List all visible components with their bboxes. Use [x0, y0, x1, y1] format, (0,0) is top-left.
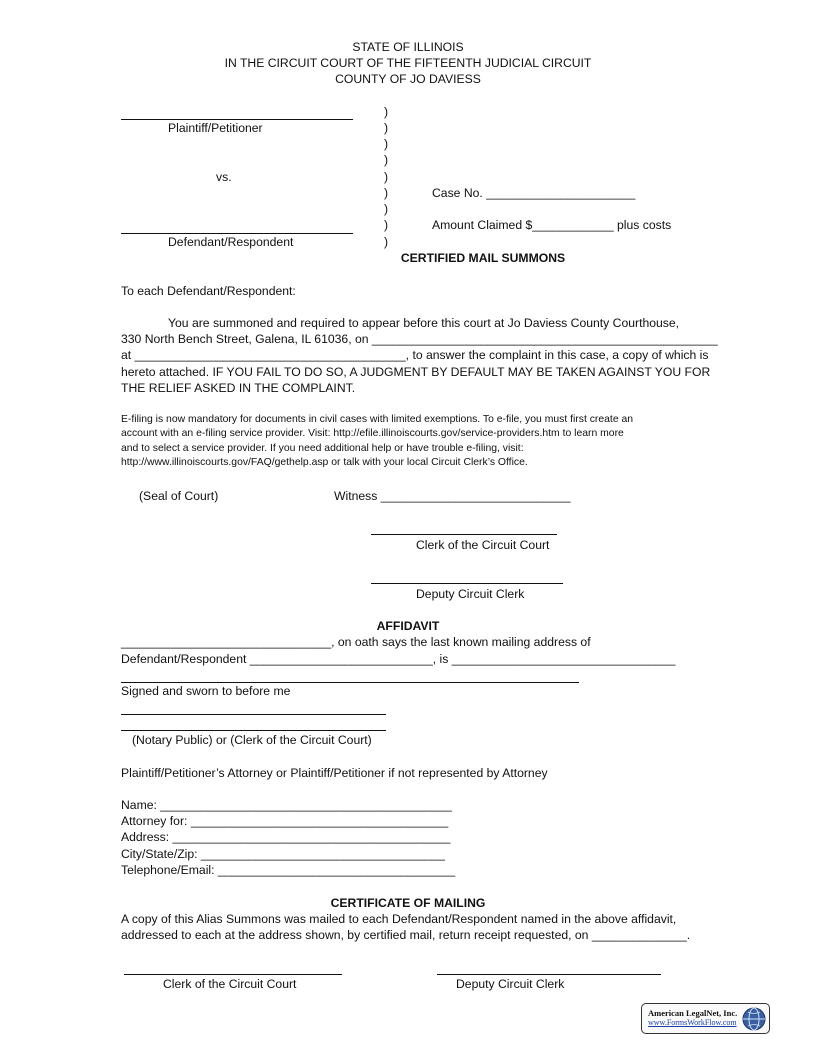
certificate-clerk-signature-line[interactable] [124, 974, 342, 975]
efile-notice-line: account with an e-filing service provider. Visit: http://efile.illinoiscourts.gov/service-providers.htm to learn more [121, 428, 624, 439]
case-number-field[interactable]: Case No. ______________________ [432, 186, 636, 200]
defendant-label: Defendant/Respondent [168, 235, 294, 249]
header-state: STATE OF ILLINOIS [352, 40, 464, 54]
summons-body-line: THE RELIEF ASKED IN THE COMPLAINT. [121, 381, 356, 395]
certificate-deputy-label: Deputy Circuit Clerk [456, 977, 565, 991]
clerk-signature-line[interactable] [371, 534, 557, 535]
affidavit-title: AFFIDAVIT [376, 619, 440, 633]
amount-claimed-field[interactable]: Amount Claimed $____________ plus costs [432, 218, 672, 232]
attorney-phone-field[interactable]: Telephone/Email: ___________________________________ [121, 863, 456, 877]
attorney-heading: Plaintiff/Petitioner’s Attorney or Plaintiff/Petitioner if not represented by Attorney [121, 766, 548, 780]
summons-body-line[interactable]: at ________________________________________, to answer the complaint in this case, a copy of which is [121, 348, 709, 362]
logo-url[interactable]: www.FormsWorkFlow.com [648, 1018, 737, 1027]
certificate-line[interactable]: addressed to each at the address shown, by certified mail, return receipt requested, on ______________. [121, 928, 691, 942]
notary-signature-line[interactable] [121, 714, 386, 715]
vs-label: vs. [216, 170, 232, 184]
clerk-label: Clerk of the Circuit Court [416, 538, 550, 552]
efile-notice-line: and to select a service provider. If you need additional help or have trouble e-filing, visit: [121, 443, 524, 454]
summons-body-line[interactable]: 330 North Bench Street, Galena, IL 61036, on ___________________________________________________ [121, 332, 718, 346]
logo-company: American LegalNet, Inc. [648, 1008, 738, 1018]
caption-paren: ) [384, 153, 389, 167]
attorney-city-field[interactable]: City/State/Zip: ____________________________________ [121, 847, 445, 861]
affidavit-line[interactable]: _______________________________, on oath says the last known mailing address of [121, 635, 591, 649]
notary-label: (Notary Public) or (Clerk of the Circuit Court) [132, 733, 372, 747]
certificate-deputy-signature-line[interactable] [437, 974, 661, 975]
globe-icon [741, 1006, 767, 1032]
summons-body-line: hereto attached. IF YOU FAIL TO DO SO, A JUDGMENT BY DEFAULT MAY BE TAKEN AGAINST YOU FOR [121, 365, 711, 379]
american-legalnet-logo[interactable] [641, 1003, 770, 1034]
to-each-defendant: To each Defendant/Respondent: [121, 284, 296, 298]
efile-notice-line: E-filing is now mandatory for documents in civil cases with limited exemptions. To e-file, you must first create an [121, 414, 634, 425]
header-county: COUNTY OF JO DAVIESS [335, 72, 481, 86]
caption-paren: ) [384, 105, 389, 119]
caption-paren: ) [384, 137, 389, 151]
summons-body-line: You are summoned and required to appear before this court at Jo Daviess County Courthouse, [168, 316, 680, 330]
certificate-clerk-label: Clerk of the Circuit Court [163, 977, 297, 991]
witness-field[interactable]: Witness ____________________________ [334, 489, 571, 503]
plaintiff-label: Plaintiff/Petitioner [168, 121, 263, 135]
seal-of-court: (Seal of Court) [139, 489, 219, 503]
deputy-label: Deputy Circuit Clerk [416, 587, 525, 601]
affidavit-line[interactable]: Defendant/Respondent ___________________________, is _________________________________ [121, 652, 676, 666]
attorney-for-field[interactable]: Attorney for: ______________________________________ [121, 814, 449, 828]
attorney-name-field[interactable]: Name: ___________________________________________ [121, 798, 452, 812]
header-court: IN THE CIRCUIT COURT OF THE FIFTEENTH JUDICIAL CIRCUIT [224, 56, 592, 70]
caption-paren: ) [384, 218, 389, 232]
caption-paren: ) [384, 235, 389, 249]
caption-paren: ) [384, 121, 389, 135]
efile-notice-line: http://www.illinoiscourts.gov/FAQ/gethelp.asp or talk with your local Circuit Clerk’s Office. [121, 457, 528, 468]
caption-paren: ) [384, 170, 389, 184]
deputy-signature-line[interactable] [371, 583, 563, 584]
summons-title: CERTIFIED MAIL SUMMONS [400, 251, 566, 265]
attorney-address-field[interactable]: Address: _________________________________________ [121, 830, 451, 844]
caption-paren: ) [384, 186, 389, 200]
caption-paren: ) [384, 202, 389, 216]
notary-signature-line[interactable] [121, 730, 386, 731]
signed-sworn: Signed and sworn to before me [121, 684, 291, 698]
certificate-title: CERTIFICATE OF MAILING [330, 896, 486, 910]
certificate-line: A copy of this Alias Summons was mailed to each Defendant/Respondent named in the above affidavit, [121, 912, 677, 926]
